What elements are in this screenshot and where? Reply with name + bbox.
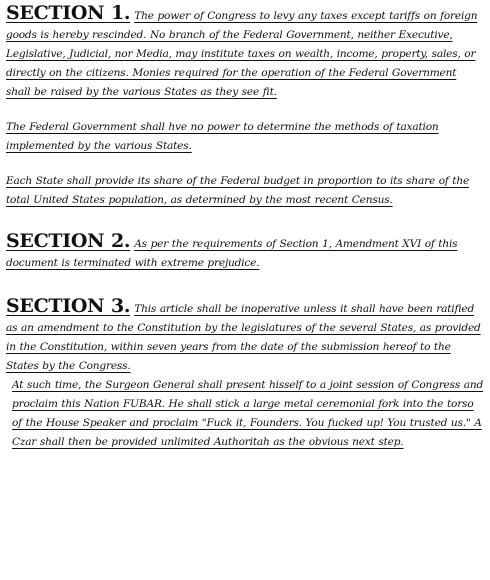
spacer [6,210,484,232]
section-3-text-1: This article shall be inoperative unless it shall have been ratified as an amendment to the Constitution by the legislatures of the several States, as provided in the Constitution, within seven years from the date of the submission hereof to the States by the Congress. [6,303,481,372]
section-2-heading: SECTION 2. [6,230,131,252]
section-3-paragraph-1 [6,297,484,376]
document-page [6,4,484,452]
spacer [6,273,484,297]
section-3-paragraph-2: At such time, the Surgeon General shall present hisself to a joint session of Congress and proclaim this Nation FUBAR. He shall stick a large metal ceremonial fork into the torso of the House Speaker and proclaim "Fuck it, Founders. You fucked up! You trusted us." A Czar shall then be provided unlimited Authoritah as the obvious next step. [12,379,484,448]
section-2-paragraph-1 [6,232,484,273]
section-2-text-1: As per the requirements of Section 1, Amendment XVI of this document is terminated with extreme prejudice. [6,238,458,269]
section-1-heading: SECTION 1. [6,2,131,24]
section-1-paragraph-2: The Federal Government shall hve no power to determine the methods of taxation implemented by the various States. [6,121,439,152]
spacer [6,102,484,118]
section-3-heading: SECTION 3. [6,295,131,317]
section-1-paragraph-1 [6,4,484,102]
spacer [6,156,484,172]
section-1-text-1: The power of Congress to levy any taxes except tariffs on foreign goods is hereby rescinded. No branch of the Federal Government, neither Executive, Legislative, Judicial, nor Media, may institute taxes on wealth, income, property, sales, or directly on the citizens. Monies required for the operation of the Federal Government shall be raised by the various States as they see fit. [6,10,478,98]
section-1-paragraph-3: Each State shall provide its share of the Federal budget in proportion to its share of the total United States population, as determined by the most recent Census. [6,175,470,206]
